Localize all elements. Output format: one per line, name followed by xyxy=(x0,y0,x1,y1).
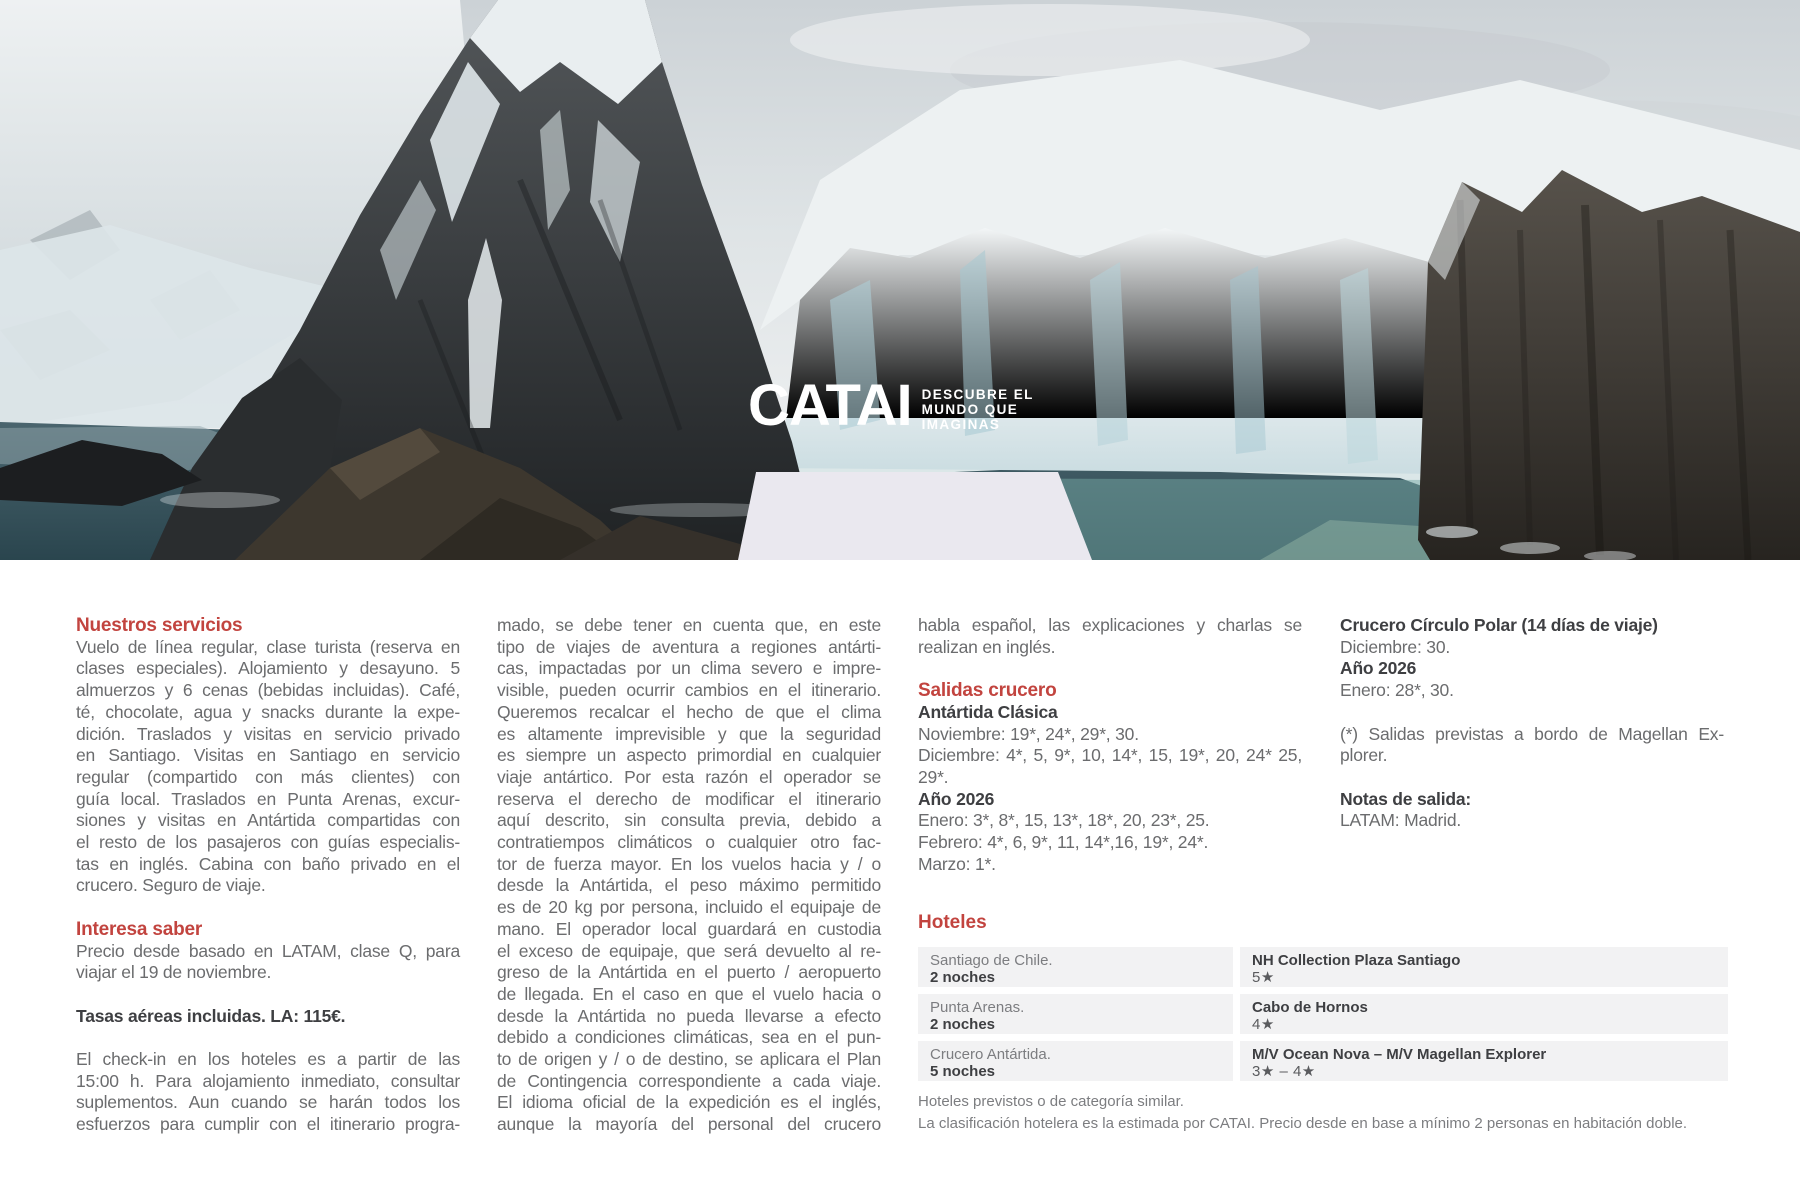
body-paragraph xyxy=(1340,724,1724,767)
hotel-place: Santiago de Chile. xyxy=(930,951,1053,969)
text-line: Vuelo de línea regular, clase turista (reserva en xyxy=(76,636,460,657)
hotel-cell xyxy=(1240,1041,1728,1081)
text-line: Nuestros servicios xyxy=(76,615,243,636)
text-line: Año 2026 xyxy=(1340,658,1417,679)
hotel-stars: 5★ xyxy=(1252,969,1275,987)
text-line: tipo de viajes de aventura a regiones antárti- xyxy=(497,636,881,657)
section-heading xyxy=(918,680,1302,702)
text-line: mano. El operador local guardará en custodia xyxy=(497,918,881,939)
bold-line xyxy=(1340,658,1724,680)
bold-line xyxy=(918,702,1302,724)
text-line: es de 20 kg por persona, incluido el equipaje de xyxy=(497,897,881,918)
text-line: guía local. Traslados en Punta Arenas, excur- xyxy=(76,788,460,809)
text-line: desde la Antártida no pueda llevarse a efecto xyxy=(497,1005,881,1026)
text-line: Queremos recalcar el hecho de que el clima xyxy=(497,701,881,722)
text-line: cas, impactadas por un clima severo e impre- xyxy=(497,658,881,679)
text-line: clases especiales). Alojamiento y desayuno. 5 xyxy=(76,658,460,679)
text-line: tor de fuerza mayor. En los vuelos hacia y / o xyxy=(497,853,881,874)
hotel-place: Crucero Antártida. xyxy=(930,1045,1051,1063)
text-line: en Santiago. Visitas en Santiago en servicio xyxy=(76,745,460,766)
body-paragraph xyxy=(76,637,460,897)
hotels-notes xyxy=(918,1091,1728,1136)
section-heading xyxy=(76,919,460,941)
text-line: to de origen y / o de destino, se aplicara el Plan xyxy=(497,1049,881,1070)
body-paragraph xyxy=(1340,810,1724,832)
bold-line xyxy=(918,789,1302,811)
body-paragraph xyxy=(918,832,1302,854)
text-line: Notas de salida: xyxy=(1340,788,1472,809)
brand-tagline xyxy=(922,387,1034,433)
text-line: esfuerzos para cumplir con el itinerario progra- xyxy=(76,1114,460,1135)
hotel-stars: 4★ xyxy=(1252,1016,1275,1034)
text-line: regular (compartido con más clientes) con xyxy=(76,766,460,787)
text-line: Marzo: 1*. xyxy=(918,853,996,874)
hotel-name: NH Collection Plaza Santiago xyxy=(1252,951,1461,969)
body-paragraph xyxy=(918,854,1302,876)
hotel-nights: 2 noches xyxy=(930,1016,996,1034)
text-line: visible, pueden ocurrir cambios en el itinerario. xyxy=(497,680,881,701)
spacer xyxy=(76,984,460,1006)
hero xyxy=(0,0,1800,560)
hotel-cell xyxy=(1240,994,1728,1034)
hotel-nights: 2 noches xyxy=(930,969,996,987)
hotels-table xyxy=(918,947,1728,1081)
body-paragraph xyxy=(76,941,460,984)
text-line: (*) Salidas previstas a bordo de Magellan Ex- xyxy=(1340,723,1724,744)
text-line: realizan en inglés. xyxy=(918,636,1056,657)
text-line: Salidas crucero xyxy=(918,680,1057,702)
spacer xyxy=(76,1027,460,1049)
text-line: viaje antártico. Por esta razón el operador se xyxy=(497,766,881,787)
hotel-row xyxy=(918,1041,1728,1081)
hotel-cell xyxy=(918,947,1233,987)
body-paragraph xyxy=(1340,637,1724,659)
column-services xyxy=(76,615,460,1136)
column-polar-circle xyxy=(1340,615,1724,832)
text-line: reserva el derecho de modificar el itinerario xyxy=(497,788,881,809)
hotel-place: Punta Arenas. xyxy=(930,998,1025,1016)
text-line: Enero: 3*, 8*, 15, 13*, 18*, 20, 23*, 25. xyxy=(918,810,1210,831)
bold-line xyxy=(76,1006,460,1028)
section-heading xyxy=(76,615,460,637)
text-line: Diciembre: 4*, 5, 9*, 10, 14*, 15, 19*, 20, 24* 25, xyxy=(918,745,1302,766)
text-line: el resto de los pasajeros con guías especialis- xyxy=(76,832,460,853)
tagline-line: DESCUBRE EL xyxy=(921,387,1034,402)
text-line: dición. Traslados y visitas en servicio privado xyxy=(76,723,460,744)
bold-line xyxy=(1340,789,1724,811)
text-line: mado, se debe tener en cuenta que, en este xyxy=(497,615,881,635)
text-line: habla español, las explicaciones y charlas se xyxy=(918,615,1302,635)
text-line: 29*. xyxy=(918,766,949,787)
text-line: el exceso de equipaje, que será devuelto al re- xyxy=(497,940,881,961)
body-paragraph xyxy=(76,1049,460,1136)
tagline-line: IMAGINAS xyxy=(921,417,1001,433)
text-line: Interesa saber xyxy=(76,918,203,940)
body-paragraph xyxy=(497,615,881,1136)
tagline-line: MUNDO QUE xyxy=(921,402,1019,418)
text-line: debido a condiciones climáticas, sea en el pun- xyxy=(497,1027,881,1048)
brand-wordmark: CATAI xyxy=(748,373,912,438)
text-line: té, chocolate, agua y snacks durante la expe- xyxy=(76,701,460,722)
text-line: Noviembre: 19*, 24*, 29*, 30. xyxy=(918,723,1139,744)
text-line: desde la Antártida, el peso máximo permitido xyxy=(497,875,881,896)
hotel-row xyxy=(918,947,1728,987)
text-line: viajar el 19 de noviembre. xyxy=(76,962,272,983)
text-line: suplementos. Aun cuando se harán todos los xyxy=(76,1092,460,1113)
bold-line xyxy=(1340,615,1724,637)
hotels-section xyxy=(918,912,1728,1136)
hotel-name: Cabo de Hornos xyxy=(1252,998,1368,1016)
text-line: contratiempos climáticos o cualquier otro fac- xyxy=(497,832,881,853)
text-line: El check-in en los hoteles es a partir de las xyxy=(76,1049,460,1070)
text-line: 15:00 h. Para alojamiento inmediato, consultar xyxy=(76,1070,460,1091)
text-line: almuerzos y 6 cenas (bebidas incluidas). Café, xyxy=(76,680,460,701)
text-line: Crucero Círculo Polar (14 días de viaje) xyxy=(1340,615,1658,635)
text-line: de llegada. En el caso en que el vuelo hacia o xyxy=(497,983,881,1004)
body-paragraph xyxy=(1340,680,1724,702)
text-line: Precio desde basado en LATAM, clase Q, para xyxy=(76,940,460,961)
hotel-stars: 3★ – 4★ xyxy=(1252,1063,1316,1081)
column-departures xyxy=(918,615,1302,875)
text-line: El idioma oficial de la expedición es el inglés, xyxy=(497,1092,881,1113)
spacer xyxy=(918,658,1302,680)
text-line: siones y visitas en Antártida compartidas con xyxy=(76,810,460,831)
catai-logo xyxy=(748,373,1034,438)
body-paragraph xyxy=(918,724,1302,746)
text-line: aunque la mayoría del personal del crucero xyxy=(497,1114,881,1135)
hotels-note: La clasificación hotelera es la estimada por CATAI. Precio desde en base a mínimo 2 personas en habitación doble. xyxy=(918,1115,1688,1133)
hotel-name: M/V Ocean Nova – M/V Magellan Explorer xyxy=(1252,1045,1547,1063)
text-line: Febrero: 4*, 6, 9*, 11, 14*,16, 19*, 24*. xyxy=(918,832,1209,853)
hotel-row xyxy=(918,994,1728,1034)
text-line: es siempre un aspecto primordial en cualquier xyxy=(497,745,881,766)
body-paragraph xyxy=(918,615,1302,658)
text-line: tas en inglés. Cabina con baño privado en el xyxy=(76,853,460,874)
text-line: crucero. Seguro de viaje. xyxy=(76,875,266,896)
text-line: Año 2026 xyxy=(918,788,995,809)
text-line: de Contingencia correspondiente a cada viaje. xyxy=(497,1070,881,1091)
text-line: aquí descrito, sin consulta previa, debido a xyxy=(497,810,881,831)
hotel-cell xyxy=(918,994,1233,1034)
text-line: plorer. xyxy=(1340,745,1388,766)
hotel-nights: 5 noches xyxy=(930,1063,996,1081)
spacer xyxy=(76,897,460,919)
hotels-note: Hoteles previstos o de categoría similar. xyxy=(918,1092,1184,1110)
text-line: LATAM: Madrid. xyxy=(1340,810,1462,831)
spine-trapezoid xyxy=(738,472,1092,560)
text-line: Enero: 28*, 30. xyxy=(1340,680,1454,701)
text-line: es altamente imprevisible y que la seguridad xyxy=(497,723,881,744)
text-line: Diciembre: 30. xyxy=(1340,636,1451,657)
hotel-cell xyxy=(918,1041,1233,1081)
hotel-cell xyxy=(1240,947,1728,987)
spacer xyxy=(1340,767,1724,789)
body-paragraph xyxy=(918,745,1302,788)
text-line: Antártida Clásica xyxy=(918,701,1058,722)
hotels-heading: Hoteles xyxy=(918,912,987,933)
column-conditions xyxy=(497,615,881,1136)
body-paragraph xyxy=(918,810,1302,832)
spacer xyxy=(1340,702,1724,724)
text-line: Tasas aéreas incluidas. LA: 115€. xyxy=(76,1005,346,1026)
text-line: greso de la Antártida en el puerto / aeropuerto xyxy=(497,962,881,983)
